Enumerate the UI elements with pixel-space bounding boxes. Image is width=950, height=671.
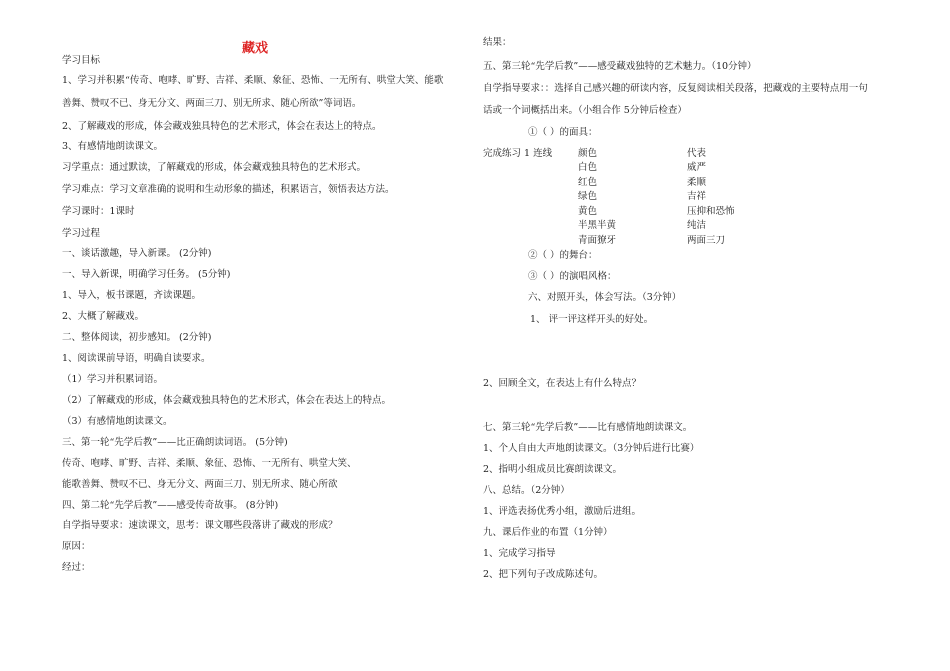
match-right-item: 吉祥 (687, 191, 707, 202)
match-right-item: 柔顺 (687, 177, 707, 188)
text-line: 四、第二轮“先学后教”——感受传奇故事。 (8分钟) (62, 500, 279, 511)
match-left-item: 半黑半黄 (578, 220, 617, 231)
text-line: 能歌善舞、赞叹不已、身无分文、两面三刀、别无所求、随心所欲 (62, 479, 338, 490)
text-line: 2、大概了解藏戏。 (62, 311, 145, 322)
text-line: 1、 评一评这样开头的好处。 (530, 314, 654, 325)
match-left-item: 青面獠牙 (578, 235, 617, 246)
text-line: （3）有感情地朗读课文。 (62, 416, 173, 427)
text-line: 八、总结。（2分钟） (483, 485, 570, 496)
text-line: 学习课时：1课时 (62, 206, 135, 217)
text-line: （2）了解藏戏的形成，体会藏戏独具特色的艺术形式，体会在表达上的特点。 (62, 395, 392, 406)
text-line: 1、完成学习指导 (483, 548, 556, 559)
match-right-item: 压抑和恐怖 (687, 206, 735, 217)
document-title: 藏戏 (242, 41, 269, 56)
text-line: 话或一个词概括出来。（小组合作 5分钟后检查） (483, 105, 687, 116)
text-line: 自学指导要求：：选择自己感兴趣的研读内容，反复阅读相关段落，把藏戏的主要特点用一句 (483, 83, 868, 94)
text-line: ②（ ）的舞台： (528, 250, 598, 261)
text-line: 一、导入新课，明确学习任务。 (5分钟) (62, 269, 231, 280)
text-line: 善舞、赞叹不已、身无分文、两面三刀、别无所求、随心所欲”等词语。 (62, 98, 362, 109)
text-line: 结果： (483, 37, 512, 48)
text-line: 一、谈话激趣，导入新课。 (2分钟) (62, 248, 212, 259)
text-line: 自学指导要求：速读课文，思考：课文哪些段落讲了藏戏的形成？ (62, 520, 338, 531)
text-line: 九、课后作业的布置（1分钟） (483, 527, 613, 538)
text-line: 1、评选表扬优秀小组，激励后进组。 (483, 506, 642, 517)
text-line: 学习难点：学习文章准确的说明和生动形象的描述，积累语言，领悟表达方法。 (62, 184, 395, 195)
text-line: 习学重点：通过默读，了解藏戏的形成，体会藏戏独具特色的艺术形式。 (62, 162, 367, 173)
text-line: 学习目标 (62, 55, 101, 66)
text-line: 六、对照开头，体会写法。（3分钟） (528, 292, 682, 303)
text-line: （1）学习并积累词语。 (62, 374, 164, 385)
text-line: 3、有感情地朗读课文。 (62, 141, 164, 152)
text-line: 1、个人自由大声地朗读课文。（3分钟后进行比赛） (483, 443, 700, 454)
text-line: 1、阅读课前导语，明确自读要求。 (62, 353, 211, 364)
text-line: 1、导入，板书课题，齐读课题。 (62, 290, 202, 301)
text-line: 三、第一轮“先学后教”——比正确朗读词语。 (5分钟) (62, 437, 288, 448)
match-right-item: 纯洁 (687, 220, 707, 231)
match-right-item: 代表 (687, 148, 707, 159)
text-line: ③（ ）的演唱风格： (528, 271, 617, 282)
text-line: 经过： (62, 562, 91, 573)
text-line: 2、回顾全文，在表达上有什么特点？ (483, 378, 642, 389)
match-left-item: 红色 (578, 177, 598, 188)
match-left-item: 黄色 (578, 206, 598, 217)
text-line: 五、第三轮“先学后教”——感受藏戏独特的艺术魅力。（10分钟） (483, 61, 757, 72)
match-right-item: 威严 (687, 162, 707, 173)
text-line: 2、了解藏戏的形成，体会藏戏独具特色的艺术形式，体会在表达上的特点。 (62, 121, 382, 132)
match-left-item: 绿色 (578, 191, 598, 202)
text-line: 原因： (62, 541, 91, 552)
text-line: 传奇、咆哮、旷野、吉祥、柔顺、象征、恐怖、一无所有、哄堂大笑、 (62, 458, 357, 469)
text-line: 学习过程 (62, 228, 101, 239)
text-line: 1、学习并积累“传奇、咆哮、旷野、吉祥、柔顺、象征、恐怖、一无所有、哄堂大笑、能歌 (62, 75, 444, 86)
match-right-item: 两面三刀 (687, 235, 726, 246)
text-line: 2、指明小组成员比赛朗读课文。 (483, 464, 623, 475)
match-left-item: 白色 (578, 162, 598, 173)
text-line: ①（ ）的面具： (528, 127, 598, 138)
exercise-label: 完成练习 1 连线 (483, 148, 553, 159)
text-line: 2、把下列句子改成陈述句。 (483, 569, 604, 580)
text-line: 七、第三轮“先学后教”——比有感情地朗读课文。 (483, 422, 693, 433)
match-left-item: 颜色 (578, 148, 598, 159)
text-line: 二、整体阅读，初步感知。 (2分钟) (62, 332, 212, 343)
